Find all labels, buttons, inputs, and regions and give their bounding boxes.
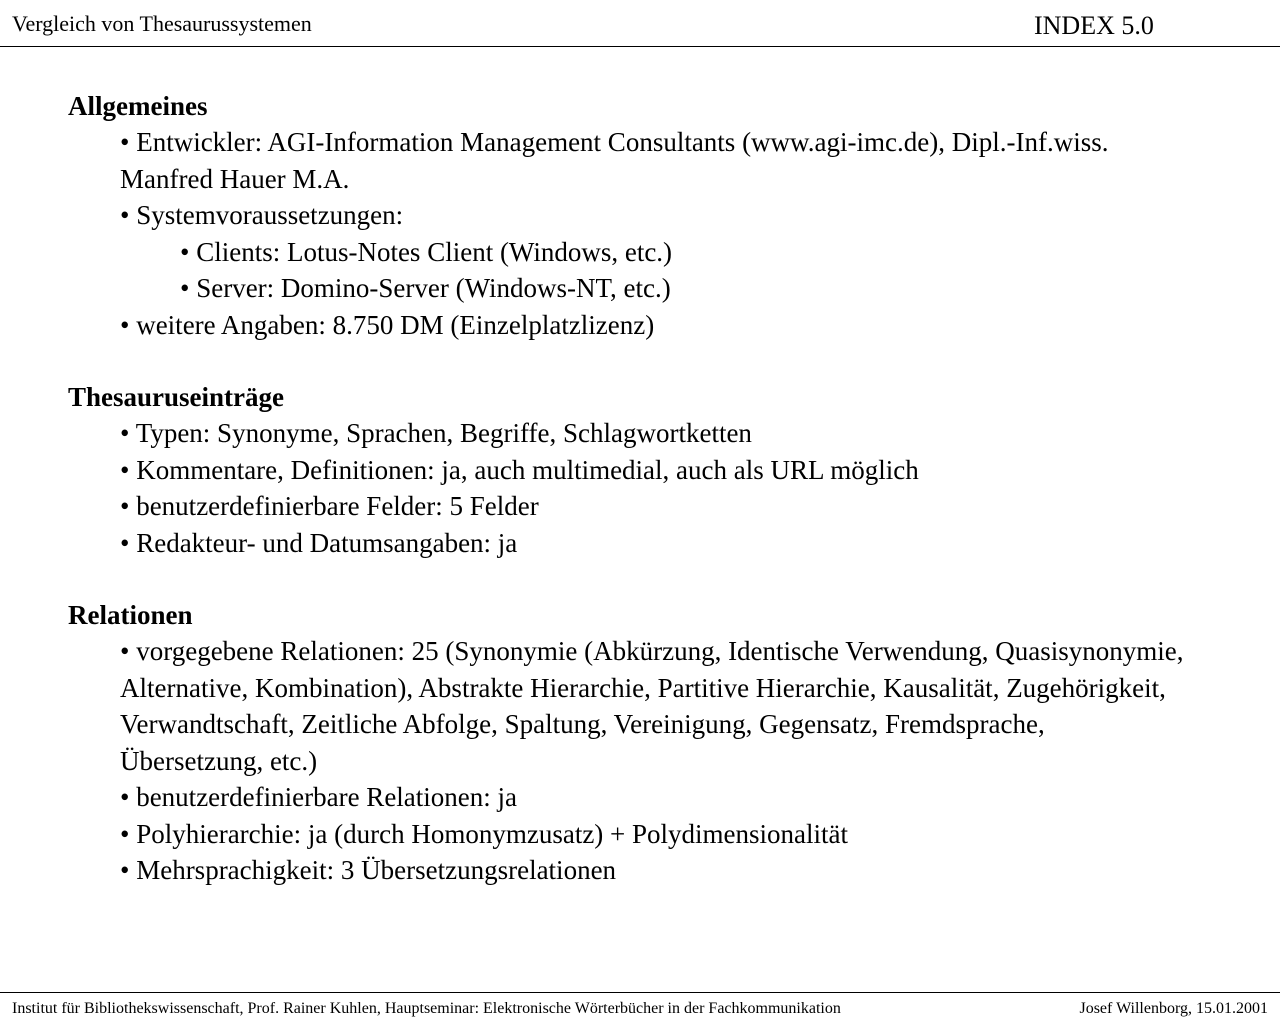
list-item: • Clients: Lotus-Notes Client (Windows, etc.)	[180, 236, 673, 267]
section-allgemeines	[68, 88, 1208, 343]
bullet-icon: •	[120, 200, 137, 230]
bullet-list	[68, 124, 1208, 343]
bullet-icon: •	[120, 418, 136, 448]
bullet-list	[68, 415, 1208, 561]
bullet-list	[68, 633, 1208, 889]
list-item: • Entwickler: AGI-Information Management Consultants (www.agi-imc.de), Dipl.-Inf.wiss. Manfred Hauer M.A.	[120, 127, 1109, 194]
bullet-icon: •	[120, 454, 137, 485]
slide-content	[68, 88, 1208, 889]
section-relationen	[68, 597, 1208, 889]
header-rule	[0, 46, 1280, 47]
footer-institution: Institut für Bibliothekswissenschaft, Prof. Rainer Kuhlen, Hauptseminar: Elektronische Wörterbücher in der Fachkommunikation	[12, 1000, 841, 1017]
list-item: • Systemvoraussetzungen:	[120, 200, 404, 230]
list-item: • Kommentare, Definitionen: ja, auch multimedial, auch als URL möglich	[120, 454, 919, 485]
list-item: • weitere Angaben: 8.750 DM (Einzelplatzlizenz)	[120, 309, 655, 340]
system-name: INDEX 5.0	[1034, 11, 1154, 40]
bullet-icon: •	[120, 818, 137, 849]
list-item: • benutzerdefinierbare Relationen: ja	[120, 782, 518, 812]
list-item: • vorgegebene Relationen: 25 (Synonymie (Abkürzung, Identische Verwendung, Quasisynonymie, Alternative, Kombination), Abstrakte Hierarchie, Partitive Hierarchie, Kausalität, Zugehörigkeit, Verwandtschaft, Zeitliche Abfolge, Spaltung, Vereinigung, Gegensatz, Fremdsprache, Übersetzung, etc.)	[120, 636, 1184, 776]
bullet-icon: •	[120, 855, 137, 885]
section-heading: Thesauruseinträge	[68, 382, 284, 412]
bullet-icon: •	[120, 127, 137, 157]
list-item: • Server: Domino-Server (Windows-NT, etc.)	[180, 273, 671, 303]
list-item: • Typen: Synonyme, Sprachen, Begriffe, Schlagwortketten	[120, 418, 752, 448]
bullet-icon: •	[120, 309, 137, 340]
bullet-icon: •	[120, 636, 137, 666]
footer-author-date: Josef Willenborg, 15.01.2001	[1079, 1000, 1268, 1017]
list-item: • benutzerdefinierbare Felder: 5 Felder	[120, 491, 539, 521]
footer-rule	[0, 992, 1280, 993]
list-item: • Polyhierarchie: ja (durch Homonymzusatz) + Polydimensionalität	[120, 818, 849, 849]
section-heading: Allgemeines	[68, 91, 208, 121]
bullet-icon: •	[180, 273, 197, 303]
section-heading: Relationen	[68, 600, 193, 630]
section-thesauruseintraege	[68, 379, 1208, 561]
list-item: • Redakteur- und Datumsangaben: ja	[120, 527, 518, 558]
bullet-icon: •	[180, 236, 197, 267]
document-title: Vergleich von Thesaurussystemen	[12, 11, 312, 36]
bullet-icon: •	[120, 491, 137, 521]
list-item: • Mehrsprachigkeit: 3 Übersetzungsrelationen	[120, 855, 617, 885]
bullet-icon: •	[120, 782, 137, 812]
bullet-icon: •	[120, 527, 137, 558]
